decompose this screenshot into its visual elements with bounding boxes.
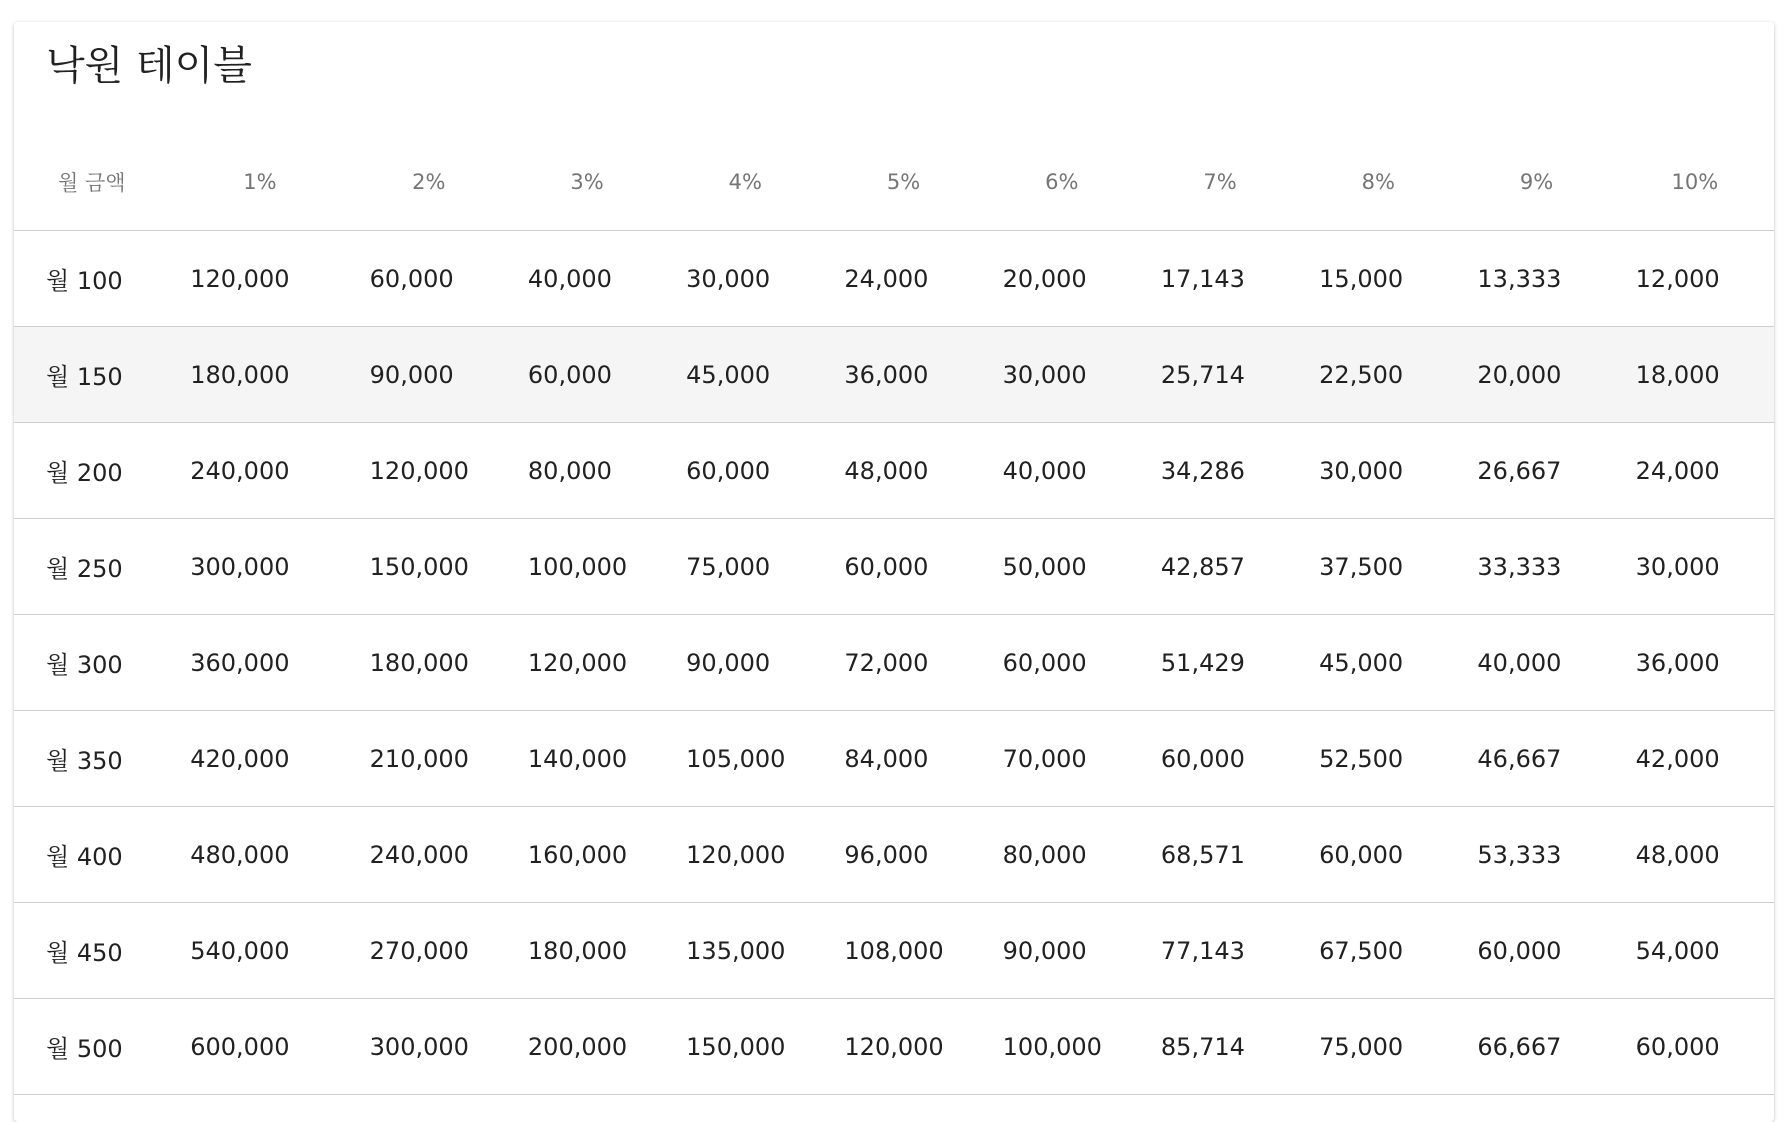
row-label-cell: 월 250 — [14, 519, 170, 615]
column-header-rate: 8% — [1299, 134, 1457, 231]
value-cell: 120,000 — [824, 999, 982, 1095]
value-cell: 36,000 — [1616, 615, 1774, 711]
value-cell: 45,000 — [1299, 615, 1457, 711]
value-cell: 135,000 — [666, 903, 824, 999]
value-cell: 13,333 — [1457, 231, 1615, 327]
value-cell: 360,000 — [170, 615, 349, 711]
table-row — [14, 519, 1774, 615]
value-cell: 66,667 — [1457, 999, 1615, 1095]
value-cell: 90,000 — [350, 327, 508, 423]
value-cell: 60,000 — [350, 231, 508, 327]
value-cell: 80,000 — [508, 423, 666, 519]
value-cell: 25,714 — [1141, 327, 1299, 423]
value-cell: 100,000 — [508, 519, 666, 615]
value-cell: 200,000 — [508, 999, 666, 1095]
value-cell: 210,000 — [350, 711, 508, 807]
value-cell: 60,000 — [824, 519, 982, 615]
value-cell: 30,000 — [983, 327, 1141, 423]
value-cell: 75,000 — [1299, 999, 1457, 1095]
row-label-cell: 월 500 — [14, 999, 170, 1095]
value-cell: 12,000 — [1616, 231, 1774, 327]
value-cell: 42,857 — [1141, 519, 1299, 615]
value-cell: 300,000 — [350, 999, 508, 1095]
value-cell: 84,000 — [824, 711, 982, 807]
value-cell: 48,000 — [824, 423, 982, 519]
column-header-rate: 10% — [1616, 134, 1774, 231]
table-row — [14, 615, 1774, 711]
value-cell: 24,000 — [824, 231, 982, 327]
value-cell: 120,000 — [170, 231, 349, 327]
table-row — [14, 327, 1774, 423]
value-cell: 45,000 — [666, 327, 824, 423]
value-cell: 77,143 — [1141, 903, 1299, 999]
row-label-cell: 월 100 — [14, 231, 170, 327]
value-cell: 60,000 — [1616, 999, 1774, 1095]
value-cell: 85,714 — [1141, 999, 1299, 1095]
value-cell: 36,000 — [824, 327, 982, 423]
value-cell: 40,000 — [983, 423, 1141, 519]
column-header-monthly-amount: 월 금액 — [14, 134, 170, 231]
column-header-rate: 6% — [983, 134, 1141, 231]
value-cell: 60,000 — [1141, 711, 1299, 807]
table-row — [14, 903, 1774, 999]
value-cell: 67,500 — [1299, 903, 1457, 999]
row-label-cell: 월 150 — [14, 327, 170, 423]
value-cell: 420,000 — [170, 711, 349, 807]
row-label-cell: 월 200 — [14, 423, 170, 519]
value-cell: 180,000 — [170, 327, 349, 423]
value-cell: 54,000 — [1616, 903, 1774, 999]
value-cell: 120,000 — [666, 807, 824, 903]
value-cell: 40,000 — [1457, 615, 1615, 711]
value-cell: 26,667 — [1457, 423, 1615, 519]
value-cell: 37,500 — [1299, 519, 1457, 615]
value-cell: 480,000 — [170, 807, 349, 903]
value-cell: 30,000 — [1299, 423, 1457, 519]
value-cell: 540,000 — [170, 903, 349, 999]
paradise-table — [14, 134, 1774, 1095]
value-cell: 60,000 — [1457, 903, 1615, 999]
value-cell: 90,000 — [666, 615, 824, 711]
table-row — [14, 423, 1774, 519]
value-cell: 120,000 — [508, 615, 666, 711]
table-body — [14, 231, 1774, 1095]
value-cell: 120,000 — [350, 423, 508, 519]
value-cell: 22,500 — [1299, 327, 1457, 423]
value-cell: 105,000 — [666, 711, 824, 807]
value-cell: 90,000 — [983, 903, 1141, 999]
value-cell: 70,000 — [983, 711, 1141, 807]
table-row — [14, 711, 1774, 807]
value-cell: 72,000 — [824, 615, 982, 711]
value-cell: 108,000 — [824, 903, 982, 999]
value-cell: 50,000 — [983, 519, 1141, 615]
value-cell: 51,429 — [1141, 615, 1299, 711]
value-cell: 68,571 — [1141, 807, 1299, 903]
value-cell: 180,000 — [350, 615, 508, 711]
value-cell: 600,000 — [170, 999, 349, 1095]
header-row — [14, 134, 1774, 231]
row-label-cell: 월 350 — [14, 711, 170, 807]
value-cell: 60,000 — [1299, 807, 1457, 903]
value-cell: 52,500 — [1299, 711, 1457, 807]
page-title: 낙원 테이블 — [46, 43, 252, 89]
value-cell: 15,000 — [1299, 231, 1457, 327]
value-cell: 240,000 — [350, 807, 508, 903]
row-label-cell: 월 300 — [14, 615, 170, 711]
value-cell: 42,000 — [1616, 711, 1774, 807]
value-cell: 18,000 — [1616, 327, 1774, 423]
value-cell: 180,000 — [508, 903, 666, 999]
column-header-rate: 1% — [170, 134, 349, 231]
value-cell: 30,000 — [1616, 519, 1774, 615]
value-cell: 33,333 — [1457, 519, 1615, 615]
value-cell: 48,000 — [1616, 807, 1774, 903]
paradise-table-card — [14, 22, 1774, 1122]
value-cell: 60,000 — [983, 615, 1141, 711]
table-row — [14, 999, 1774, 1095]
column-header-rate: 5% — [824, 134, 982, 231]
value-cell: 40,000 — [508, 231, 666, 327]
value-cell: 75,000 — [666, 519, 824, 615]
value-cell: 100,000 — [983, 999, 1141, 1095]
value-cell: 34,286 — [1141, 423, 1299, 519]
column-header-rate: 9% — [1457, 134, 1615, 231]
value-cell: 150,000 — [350, 519, 508, 615]
value-cell: 17,143 — [1141, 231, 1299, 327]
value-cell: 160,000 — [508, 807, 666, 903]
value-cell: 60,000 — [508, 327, 666, 423]
value-cell: 80,000 — [983, 807, 1141, 903]
column-header-rate: 7% — [1141, 134, 1299, 231]
column-header-rate: 4% — [666, 134, 824, 231]
row-label-cell: 월 450 — [14, 903, 170, 999]
value-cell: 53,333 — [1457, 807, 1615, 903]
column-header-rate: 2% — [350, 134, 508, 231]
table-header — [14, 134, 1774, 231]
value-cell: 150,000 — [666, 999, 824, 1095]
table-row — [14, 231, 1774, 327]
value-cell: 60,000 — [666, 423, 824, 519]
value-cell: 96,000 — [824, 807, 982, 903]
value-cell: 46,667 — [1457, 711, 1615, 807]
value-cell: 140,000 — [508, 711, 666, 807]
value-cell: 300,000 — [170, 519, 349, 615]
value-cell: 20,000 — [983, 231, 1141, 327]
value-cell: 240,000 — [170, 423, 349, 519]
table-row — [14, 807, 1774, 903]
value-cell: 30,000 — [666, 231, 824, 327]
value-cell: 270,000 — [350, 903, 508, 999]
value-cell: 24,000 — [1616, 423, 1774, 519]
value-cell: 20,000 — [1457, 327, 1615, 423]
column-header-rate: 3% — [508, 134, 666, 231]
row-label-cell: 월 400 — [14, 807, 170, 903]
